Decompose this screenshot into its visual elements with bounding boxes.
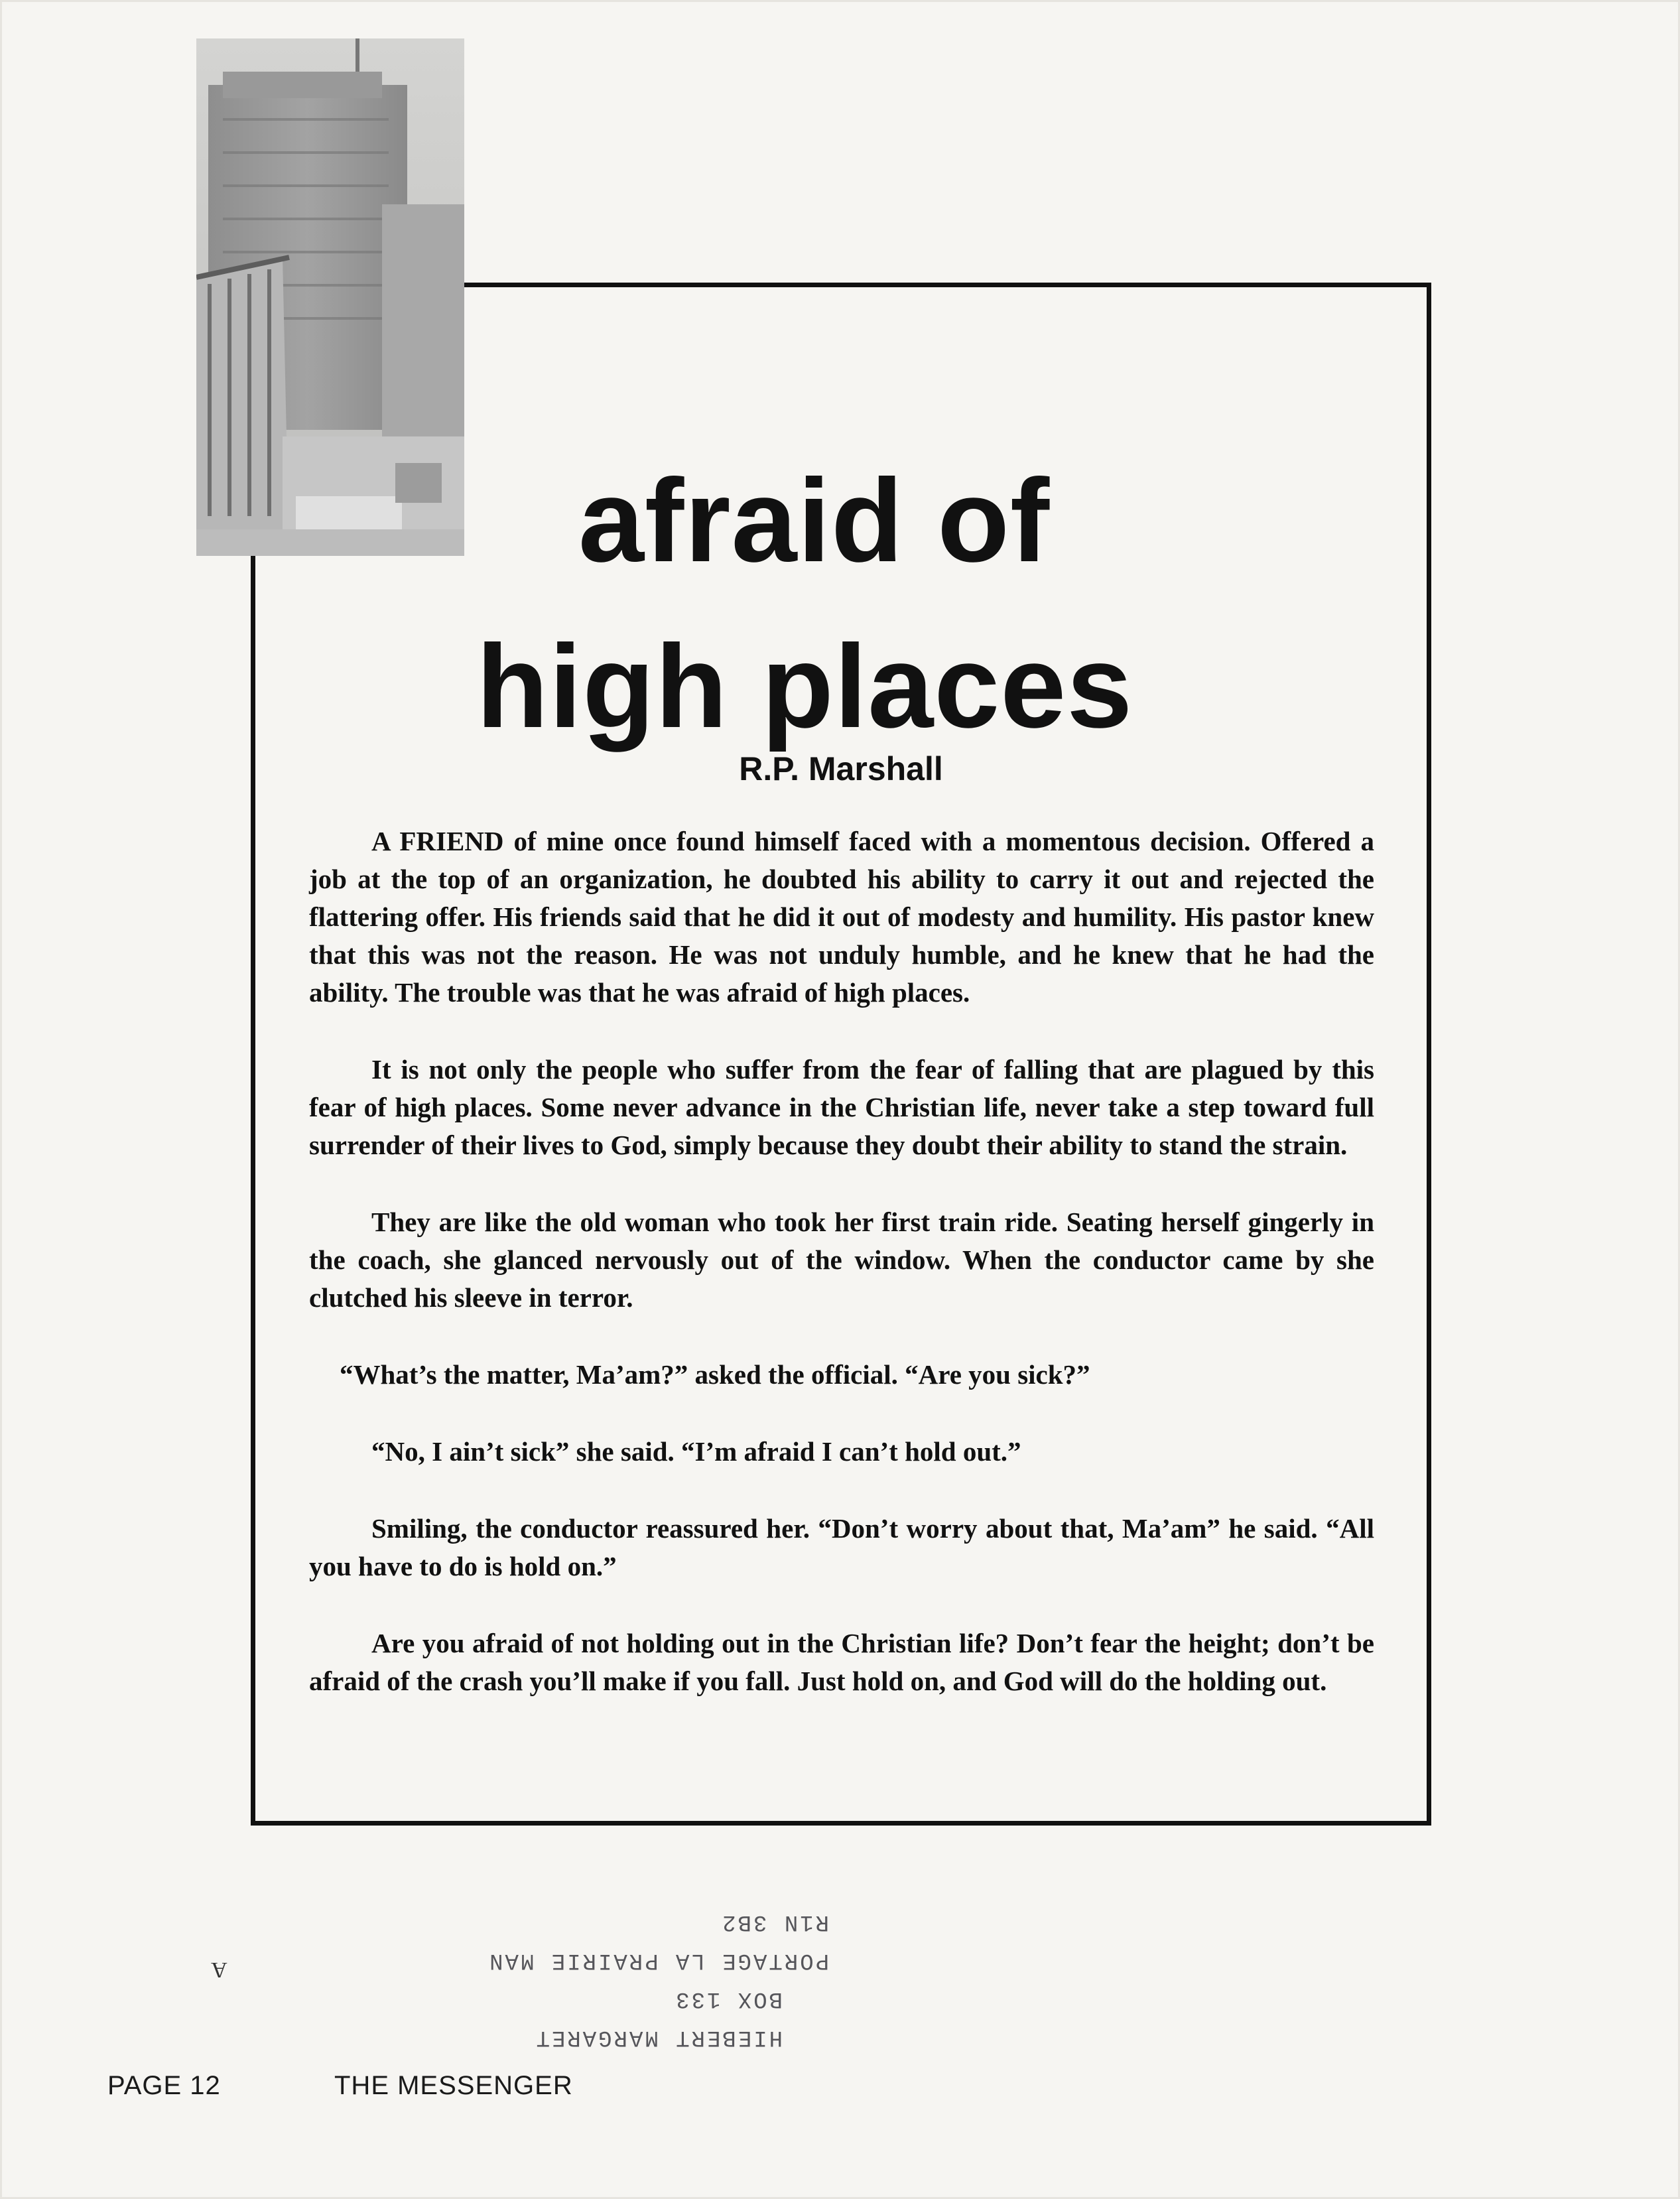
stamp-line: BOX 133 <box>674 1986 783 2011</box>
address-stamp <box>352 1857 829 2056</box>
paragraph: “No, I ain’t sick” she said. “I’m afraid I can’t hold out.” <box>371 1436 1021 1467</box>
paragraph: It is not only the people who suffer from the fear of falling that are plagued by this fear of high places. Some never advance in the Christian life, never take a step toward full surrender of their lives to God, simply because they doubt their ability to stand the strain. <box>309 1054 1374 1160</box>
stamp-line: HIEBERT MARGARET <box>534 2025 783 2050</box>
author-byline: R.P. Marshall <box>739 750 943 787</box>
paragraph: Are you afraid of not holding out in the Christian life? Don’t fear the height; don’t be afraid of the crash you’ll make if you fall. Just hold on, and God will do the holding out. <box>309 1628 1374 1696</box>
stamp-line: PORTAGE LA PRAIRIE MAN <box>487 1948 829 1973</box>
paragraph: A FRIEND of mine once found himself faced with a momentous decision. Offered a job at the top of an organization, he doubted his ability to carry it out and rejected the flattering offer. His friends said that he did it out of modesty and humility. His pastor knew that this was not the reason. He was not unduly humble, and he knew that he had the ability. The trouble was that he was afraid of high places. <box>309 826 1374 1008</box>
publication-name: THE MESSENGER <box>334 2071 573 2100</box>
article-body <box>309 823 1374 1739</box>
paragraph: “What’s the matter, Ma’am?” asked the official. “Are you sick?” <box>340 1359 1090 1390</box>
stamp-line: R1N 3B2 <box>720 1909 829 1934</box>
page-number: PAGE 12 <box>107 2071 221 2100</box>
building-photo <box>196 38 464 556</box>
paragraph: They are like the old woman who took her first train ride. Seating herself gingerly in the coach, she glanced nervously out of the window. When the conductor came by she clutched his sleeve in terror. <box>309 1207 1374 1313</box>
stamp-mark: A <box>211 1958 227 1982</box>
article-title <box>464 438 1433 769</box>
title-line-2: high places <box>476 620 1133 752</box>
title-line-1: afraid of <box>578 454 1051 586</box>
paragraph: Smiling, the conductor reassured her. “Don’t worry about that, Ma’am” he said. “All you have to do is hold on.” <box>309 1513 1374 1581</box>
